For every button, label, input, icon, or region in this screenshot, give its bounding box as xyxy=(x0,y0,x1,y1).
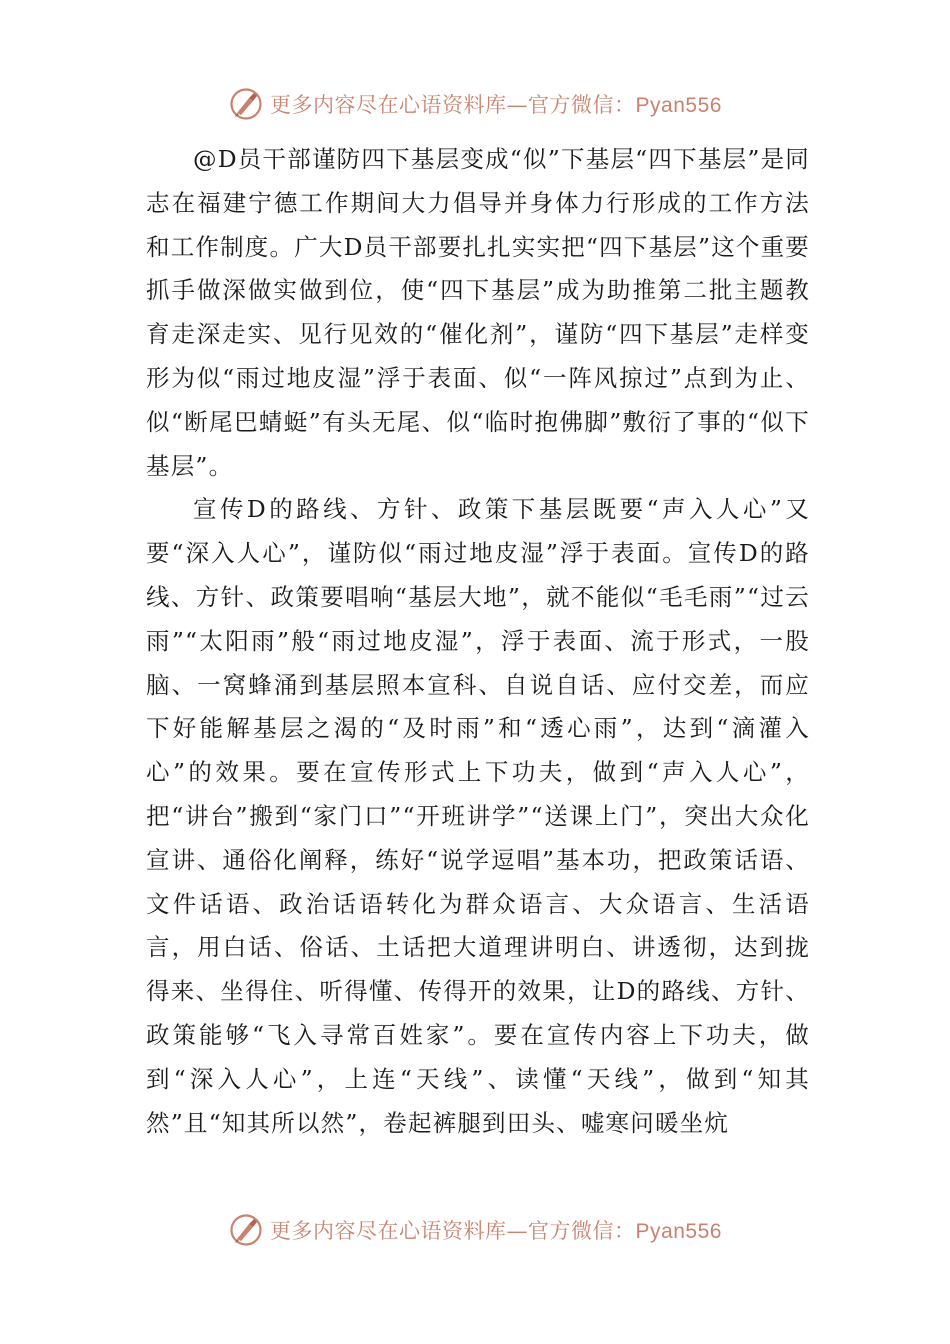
header-watermark-banner xyxy=(0,82,950,126)
footer-watermark-banner xyxy=(0,1208,950,1252)
paragraph-2: 宣传D的路线、方针、政策下基层既要“声入人心”又要“深入人心”，谨防似“雨过地皮湿”浮于表面。宣传D的路线、方针、政策要唱响“基层大地”，就不能似“毛毛雨”“过云雨”“太阳雨”般“雨过地皮湿”，浮于表面、流于形式，一股脑、一窝蜂涌到基层照本宣科、自说自话、应付交差，而应下好能解基层之渴的“及时雨”和“透心雨”，达到“滴灌入心”的效果。要在宣传形式上下功夫，做到“声入人心”，把“讲台”搬到“家门口”“开班讲学”“送课上门”，突出大众化宣讲、通俗化阐释，练好“说学逗唱”基本功，把政策话语、文件话语、政治话语转化为群众语言、大众语言、生活语言，用白话、俗话、土话把大道理讲明白、讲透彻，达到拢得来、坐得住、听得懂、传得开的效果，让D的路线、方针、政策能够“飞入寻常百姓家”。要在宣传内容上下功夫，做到“深入人心”，上连“天线”、读懂“天线”，做到“知其然”且“知其所以然”，卷起裤腿到田头、嘘寒问暖坐炕 xyxy=(146,495,810,1137)
watermark-text: 更多内容尽在心语资料库—官方微信：Pyan556 xyxy=(270,93,722,117)
paragraph-1: @D员干部谨防四下基层变成“似”下基层“四下基层”是同志在福建宁德工作期间大力倡导并身体力行形成的工作方法和工作制度。广大D员干部要扎扎实实把“四下基层”这个重要抓手做深做实做到位，使“四下基层”成为助推第二批主题教育走深走实、见行见效的“催化剂”，谨防“四下基层”走样变形为似“雨过地皮湿”浮于表面、似“一阵风掠过”点到为止、似“断尾巴蜻蜓”有头无尾、似“临时抱佛脚”敷衍了事的“似下基层”。 xyxy=(146,145,810,480)
pen-nib-logo-icon xyxy=(228,1212,264,1248)
document-body xyxy=(146,138,810,1145)
pen-nib-logo-icon xyxy=(228,86,264,122)
watermark-text: 更多内容尽在心语资料库—官方微信：Pyan556 xyxy=(270,1219,722,1243)
